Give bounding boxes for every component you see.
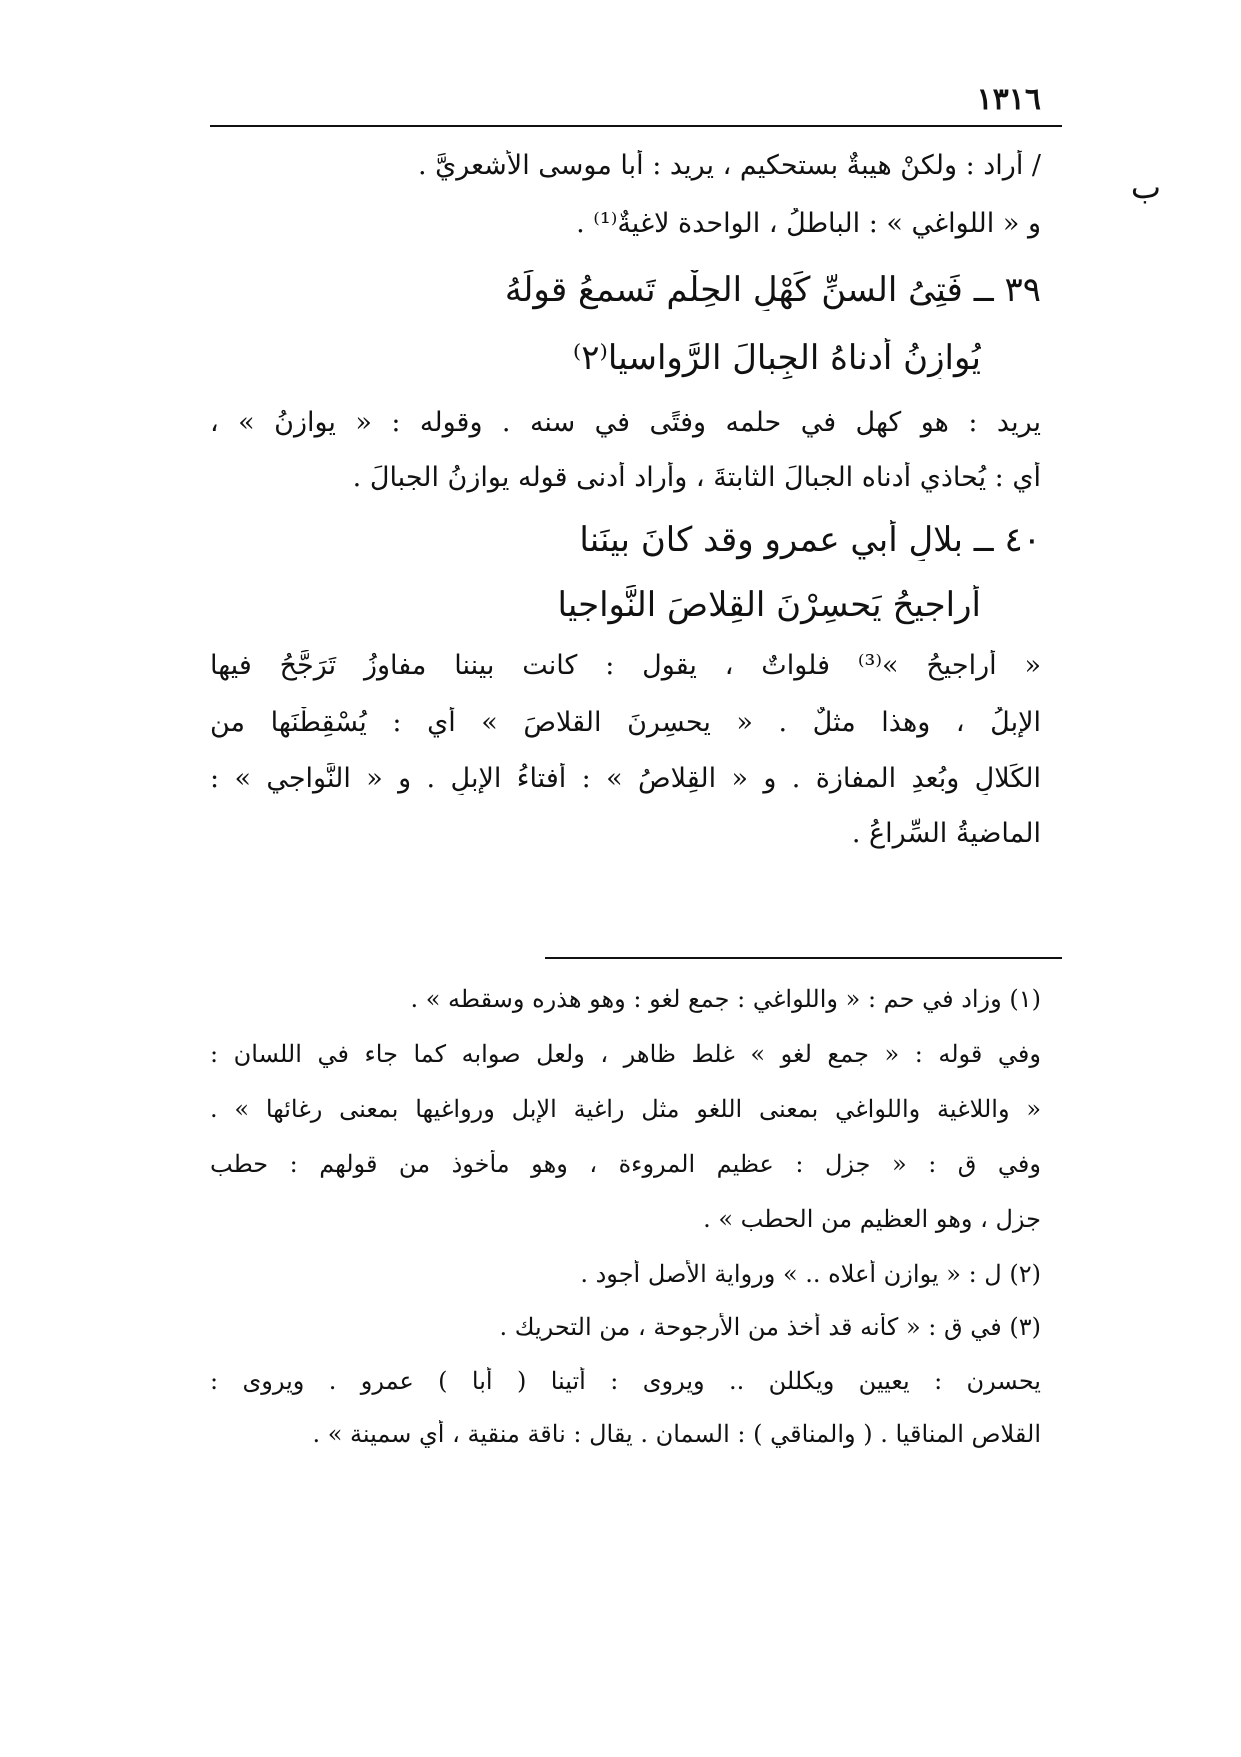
- body-line: الإبلُ ، وهذا مثلٌ . « يحسِرنَ القلاصَ » أي : يُسْقِطْنَها من: [210, 707, 1041, 738]
- verse-39-hemistich-2: يُوازِنُ أَدناهُ الجِبالَ الرَّواسيا⁽٢⁾: [572, 338, 981, 378]
- body-line: الكَلالِ وبُعدِ المفازة . و « القِلاصُ » : أَفتاءُ الإبلِ . و « النَّواجي » :: [210, 763, 1041, 794]
- footnote-line: « واللاغية واللواغي بمعنى اللغو مثل راغية الإبل ورواغيها بمعنى رغائها » .: [210, 1095, 1041, 1123]
- body-line: الماضيةُ السِّراعُ .: [851, 818, 1041, 849]
- page-number: ١٣١٦: [976, 82, 1041, 117]
- footnote-line: جزل ، وهو العظيم من الحطب » .: [703, 1205, 1041, 1233]
- verse-40-hemistich-1: ٤٠ ــ بلالِ أبي عمرو وقد كانَ بينَنا: [579, 520, 1041, 560]
- footnote-line: وفي قوله : « جمع لغو » غلط ظاهر ، ولعل صوابه كما جاء في اللسان :: [210, 1040, 1041, 1068]
- body-line: أي : يُحاذي أدناه الجبالَ الثابتةَ ، وأراد أدنى قوله يوازنُ الجبالَ .: [352, 462, 1041, 493]
- header-rule: [210, 125, 1062, 127]
- footnote-line: يحسرن : يعيين ويكللن .. ويروى : أتينا ( أبا ) عمرو . ويروى :: [210, 1367, 1041, 1395]
- body-line: / أراد : ولكنْ هيبةٌ بستحكيم ، يريد : أبا موسى الأشعريَّ .: [417, 150, 1041, 181]
- body-line: يريد : هو كهل في حلمه وفتًى في سنه . وقوله : « يوازنُ » ،: [210, 407, 1041, 438]
- footnote-line: وفي ق : « جزل : عظيم المروءة ، وهو مأخوذ من قولهم : حطب: [210, 1150, 1041, 1178]
- footnote-rule: [545, 957, 1062, 959]
- footnote-line: (٢) ل : « يوازن أعلاه .. » ورواية الأصل أجود .: [580, 1260, 1041, 1288]
- body-line: و « اللواغي » : الباطلُ ، الواحدة لاغيةٌ⁽¹⁾ .: [576, 208, 1041, 239]
- footnote-line: (١) وزاد في حم : « واللواغي : جمع لغو : وهو هذره وسقطه » .: [410, 985, 1041, 1013]
- body-line: « أراجيحُ »⁽³⁾ فلواتٌ ، يقول : كانت بيننا مفاوزُ تَرَجَّحُ فيها: [210, 650, 1041, 681]
- verse-39-hemistich-1: ٣٩ ــ فَتِىُ السنِّ كَهْلِ الحِلْمِ تَسمعُ قولَهُ: [504, 270, 1041, 310]
- footnote-line: القلاص المناقيا . ( والمناقي ) : السمان . يقال : ناقة منقية ، أي سمينة » .: [312, 1420, 1041, 1448]
- verse-40-hemistich-2: أَراجيحُ يَحسِرْنَ القِلاصَ النَّواجيا: [557, 585, 981, 625]
- margin-marker: ب: [1130, 168, 1161, 206]
- footnote-line: (٣) في ق : « كأنه قد أخذ من الأرجوحة ، من التحريك .: [499, 1313, 1041, 1341]
